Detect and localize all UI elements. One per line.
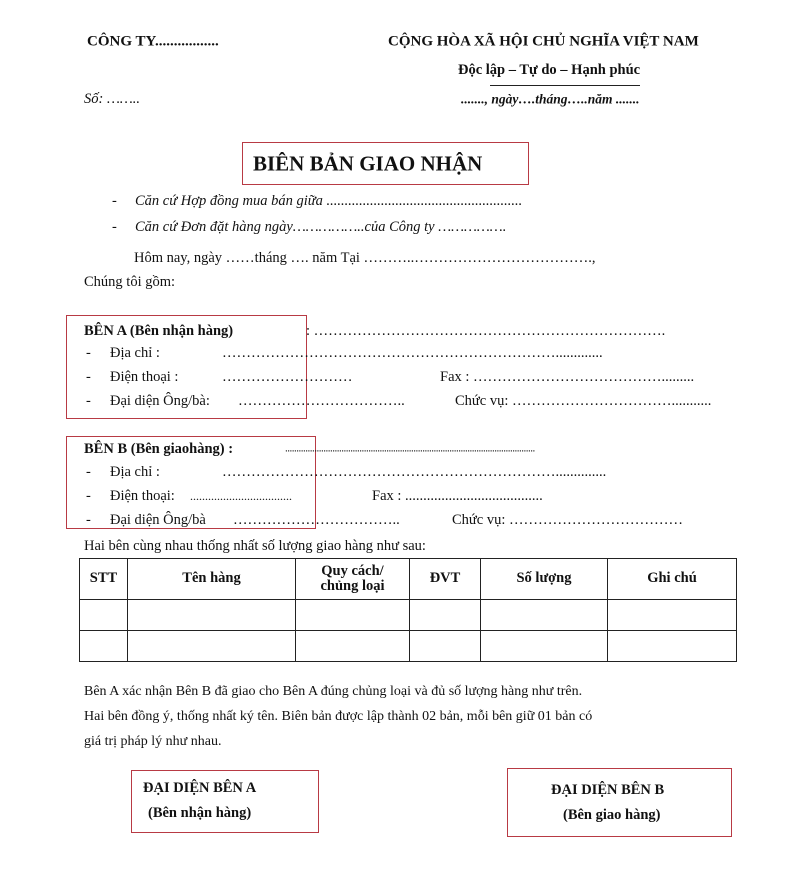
party-b-heading: BÊN B (Bên giaohàng) : (84, 440, 234, 457)
table-cell (80, 600, 128, 631)
table-row (80, 600, 737, 631)
document-date: ......., ngày….tháng…..năm ....... (461, 91, 640, 107)
party-b-address-label: Địa chỉ : (110, 463, 160, 480)
party-b-phone-label: Điện thoại: (110, 487, 175, 504)
col-spec: Quy cách/ chủng loại (296, 559, 410, 600)
party-b-position: Chức vụ: ……………………………… (452, 511, 683, 528)
table-cell (128, 600, 296, 631)
table-cell (608, 600, 737, 631)
motto-underline (490, 85, 640, 86)
table-row (80, 631, 737, 662)
party-b-rep-dots: …………………………….. (233, 511, 400, 528)
party-a-phone-dots: ……………………… (222, 368, 353, 385)
party-a-heading: BÊN A (Bên nhận hàng) (84, 322, 234, 339)
table-cell (481, 631, 608, 662)
bullet-dash: - (86, 344, 91, 361)
bullet-dash: - (86, 368, 91, 385)
goods-table (79, 558, 737, 662)
signature-b-title: ĐẠI DIỆN BÊN B (551, 781, 665, 798)
signature-a-subtitle: (Bên nhận hàng) (148, 804, 252, 821)
motto: Độc lập – Tự do – Hạnh phúc (458, 61, 641, 78)
table-cell (296, 631, 410, 662)
document-title: BIÊN BẢN GIAO NHẬN (253, 151, 483, 176)
company-name: CÔNG TY................. (87, 33, 219, 50)
col-quantity: Số lượng (481, 559, 608, 600)
bullet-dash: - (86, 463, 91, 480)
bullet-dash: - (86, 511, 91, 528)
table-cell (80, 631, 128, 662)
party-b-phone-dots: .................................. (190, 489, 292, 503)
basis-contract: Căn cứ Hợp đồng mua bán giữa ...................................................... (135, 192, 523, 209)
col-unit: ĐVT (410, 559, 481, 600)
bullet-dash: - (86, 392, 91, 409)
party-a-address-label: Địa chỉ : (110, 344, 160, 361)
party-b-address-dots: …………………………………………………………….............. (222, 463, 607, 480)
table-cell (296, 600, 410, 631)
confirmation-line: Hai bên đồng ý, thống nhất ký tên. Biên bản được lập thành 02 bản, mỗi bên giữ 01 bản có (84, 709, 593, 724)
we-include: Chúng tôi gồm: (84, 273, 176, 290)
today-line: Hôm nay, ngày ……tháng …. năm Tại ………..………………………………., (134, 249, 596, 266)
party-a-position: Chức vụ: ……………………………........... (455, 392, 712, 409)
signature-b-subtitle: (Bên giao hàng) (563, 806, 661, 823)
table-cell (410, 631, 481, 662)
party-b-fax: Fax : ...................................... (372, 487, 543, 504)
agreement-line: Hai bên cùng nhau thống nhất số lượng giao hàng như sau: (84, 537, 426, 554)
party-a-rep-dots: …………………………….. (238, 392, 405, 409)
bullet-dash: - (112, 192, 117, 209)
party-a-phone-label: Điện thoại : (110, 368, 179, 385)
party-b-rep-label: Đại diện Ông/bà (110, 511, 206, 528)
party-a-name-dots: : ………………………………………………………………. (306, 322, 666, 339)
signature-a-title: ĐẠI DIỆN BÊN A (143, 779, 257, 796)
col-note: Ghi chú (608, 559, 737, 600)
party-a-address-dots: ……………………………………………………………............. (222, 344, 603, 361)
col-stt: STT (80, 559, 128, 600)
country-name: CỘNG HÒA XÃ HỘI CHỦ NGHĨA VIỆT NAM (388, 33, 699, 50)
table-cell (481, 600, 608, 631)
party-a-rep-label: Đại diện Ông/bà: (110, 392, 210, 409)
table-header-row (80, 559, 737, 600)
table-cell (410, 600, 481, 631)
basis-order: Căn cứ Đơn đặt hàng ngày……………..của Công ty ……………. (135, 218, 507, 235)
signature-box-b (507, 768, 732, 837)
bullet-dash: - (112, 218, 117, 235)
party-a-fax: Fax : …………………………………......... (440, 368, 695, 385)
confirmation-line: giá trị pháp lý như nhau. (84, 734, 222, 749)
confirmation-line: Bên A xác nhận Bên B đã giao cho Bên A đúng chủng loại và đủ số lượng hàng như trên. (84, 684, 583, 699)
party-b-name-dots: ............................................................................................................... (285, 442, 535, 455)
bullet-dash: - (86, 487, 91, 504)
table-cell (128, 631, 296, 662)
col-item-name: Tên hàng (128, 559, 296, 600)
table-cell (608, 631, 737, 662)
document-number: Số: …….. (84, 90, 140, 107)
